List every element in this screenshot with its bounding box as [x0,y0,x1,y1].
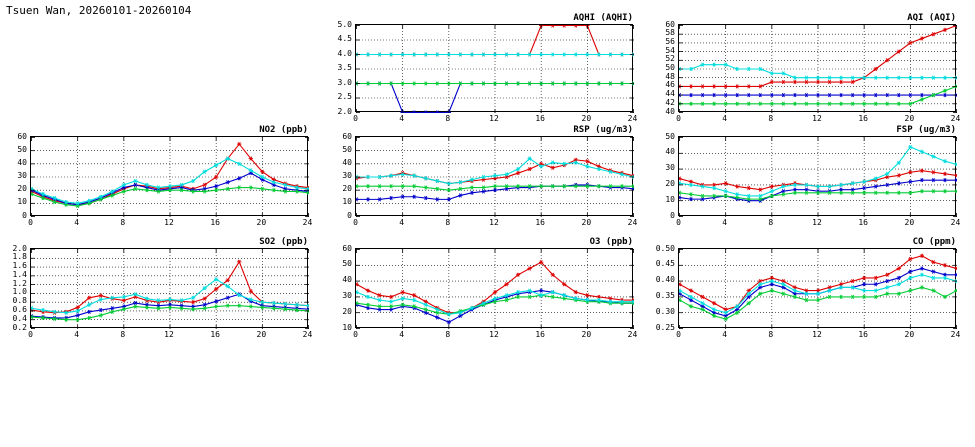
x-tick-label: 0 [28,330,33,339]
y-tick-label: 42 [665,97,675,107]
y-tick-label: 30 [17,171,27,180]
x-tick-label: 24 [950,114,961,123]
gridlines [356,137,634,217]
y-tick-label: 2.5 [337,92,352,101]
y-tick-label: 4.5 [337,34,352,43]
y-tick-label: 3.5 [337,63,352,72]
y-tick-label: 20 [342,184,352,194]
x-tick-label: 4 [722,218,728,227]
y-tick-label: 0 [670,210,675,220]
x-tick-label: 4 [74,330,80,339]
y-tick-label: 10 [342,322,352,332]
x-tick-label: 0 [676,330,681,339]
chart-title-rsp: RSP (ug/m3) [573,125,633,135]
y-tick-label: 0.35 [655,290,675,300]
series-markers-cyan [356,157,634,186]
plot-svg-aqi [679,25,957,113]
plot-area-no2 [30,136,308,216]
x-tick-label: 12 [489,330,499,339]
y-tick-label: 50 [342,144,352,154]
x-tick-label: 0 [353,218,358,227]
x-tick-label: 20 [904,330,915,339]
y-tick-label: 44 [665,89,675,99]
series-line-cyan [680,65,957,78]
chart-title-aqi: AQI (AQI) [907,13,956,23]
y-tick-label: 50 [665,131,675,141]
x-tick-label: 16 [535,218,545,227]
y-tick-label: 40 [665,147,675,157]
x-tick-label: 8 [768,330,774,339]
x-tick-label: 8 [445,114,451,123]
y-tick-label: 0.4 [12,313,27,323]
plot-svg-aqhi [356,25,634,113]
x-tick-label: 20 [581,330,592,339]
y-tick-label: 10 [17,197,27,207]
plot-area-aqhi [355,24,633,112]
plot-svg-co [679,249,957,329]
y-tick-label: 20 [17,184,27,194]
x-tick-label: 20 [256,330,267,339]
y-tick-label: 0.2 [12,322,27,332]
x-tick-label: 20 [904,114,915,123]
x-tick-label: 8 [120,218,126,227]
x-tick-label: 24 [950,218,961,227]
y-tick-label: 40 [17,157,27,167]
y-tick-label: 20 [665,178,675,188]
x-tick-label: 16 [210,330,220,339]
y-tick-label: 0.40 [655,275,675,285]
series-line-red [32,144,309,205]
series-markers-red [356,158,634,186]
y-tick-label: 0.45 [655,259,675,269]
x-tick-label: 16 [858,114,868,123]
series-markers-cyan [679,63,957,80]
chart-title-fsp: FSP (ug/m3) [896,125,956,135]
y-tick-label: 1.8 [12,252,27,262]
plot-svg-rsp [356,137,634,217]
y-tick-label: 1.4 [12,269,27,279]
plot-area-co [678,248,956,328]
chart-panel-fsp [665,125,961,232]
chart-title-aqhi: AQHI (AQHI) [573,13,633,23]
x-tick-label: 0 [353,114,358,123]
x-tick-label: 8 [120,330,126,339]
chart-panel-co [655,237,961,344]
series-markers-blue [679,178,957,202]
x-tick-label: 16 [535,330,545,339]
chart-title-o3: O3 (ppb) [589,237,633,247]
series-markers-blue [679,267,957,318]
series-line-cyan [32,159,309,204]
y-tick-label: 0 [347,210,352,220]
chart-panel-aqi [665,13,961,128]
y-tick-label: 0.6 [12,304,27,314]
x-tick-label: 20 [904,218,915,227]
y-tick-label: 1.2 [12,278,27,288]
x-tick-label: 24 [302,330,313,339]
y-tick-label: 0.30 [655,306,675,316]
x-tick-label: 0 [676,218,681,227]
chart-panel-rsp [342,125,638,232]
y-tick-label: 30 [342,171,352,180]
x-tick-label: 16 [210,218,220,227]
y-tick-label: 60 [342,243,352,253]
x-tick-label: 4 [399,330,405,339]
chart-title-so2: SO2 (ppb) [259,237,308,247]
chart-panel-no2 [17,125,313,232]
x-tick-label: 12 [812,114,822,123]
y-tick-label: 60 [17,131,27,141]
x-tick-label: 8 [768,114,774,123]
y-tick-label: 30 [342,290,352,300]
x-tick-label: 20 [581,218,592,227]
y-tick-label: 48 [665,71,675,81]
y-tick-label: 60 [342,131,352,141]
x-tick-label: 0 [676,114,681,123]
y-tick-label: 10 [665,194,675,204]
y-tick-label: 3.0 [337,77,352,87]
chart-title-co: CO (ppm) [912,237,956,247]
series-markers-red [31,142,309,206]
x-tick-label: 8 [768,218,774,227]
plot-svg-so2 [31,249,309,329]
x-tick-label: 12 [164,218,174,227]
plot-area-aqi [678,24,956,112]
x-tick-label: 24 [950,330,961,339]
gridlines [679,25,957,113]
y-tick-label: 0.8 [12,296,27,306]
y-tick-label: 20 [342,306,352,316]
y-tick-label: 40 [665,106,675,116]
x-tick-label: 4 [399,114,405,123]
x-tick-label: 12 [164,330,174,339]
x-tick-label: 24 [627,114,638,123]
y-tick-label: 58 [665,28,675,38]
chart-title-no2: NO2 (ppb) [259,125,308,135]
y-tick-label: 50 [342,259,352,269]
y-tick-label: 54 [665,45,675,55]
x-tick-label: 16 [858,218,868,227]
chart-panel-o3 [342,237,638,344]
x-tick-label: 4 [722,114,728,123]
plot-area-fsp [678,136,956,216]
y-tick-label: 60 [665,19,675,29]
y-tick-label: 56 [665,36,675,46]
y-tick-label: 30 [665,163,675,173]
y-tick-label: 0.50 [655,243,675,253]
plot-area-o3 [355,248,633,328]
plot-svg-fsp [679,137,957,217]
x-tick-label: 20 [581,114,592,123]
y-tick-label: 1.0 [12,287,27,297]
plot-area-rsp [355,136,633,216]
y-tick-label: 50 [17,144,27,154]
x-tick-label: 8 [445,218,451,227]
x-tick-label: 0 [353,330,358,339]
y-tick-label: 4.0 [337,48,352,58]
y-tick-label: 1.6 [12,261,27,271]
y-tick-label: 5.0 [337,19,352,29]
x-tick-label: 4 [399,218,405,227]
y-tick-label: 50 [665,63,675,72]
x-tick-label: 24 [627,218,638,227]
series-line-red [357,160,634,184]
x-tick-label: 16 [535,114,545,123]
x-tick-label: 20 [256,218,267,227]
chart-panel-aqhi [337,13,638,128]
x-tick-label: 12 [489,218,499,227]
y-tick-label: 10 [342,197,352,207]
x-tick-label: 12 [812,330,822,339]
x-tick-label: 24 [302,218,313,227]
x-tick-label: 4 [722,330,728,339]
x-tick-label: 16 [858,330,868,339]
x-tick-label: 12 [489,114,499,123]
x-tick-label: 4 [74,218,80,227]
y-tick-label: 46 [665,80,675,90]
x-tick-label: 0 [28,218,33,227]
y-tick-label: 40 [342,275,352,285]
x-tick-label: 8 [445,330,451,339]
x-tick-label: 12 [812,218,822,227]
plot-area-so2 [30,248,308,328]
y-tick-label: 40 [342,157,352,167]
plot-svg-o3 [356,249,634,329]
gridlines [356,249,634,329]
series-line-blue [680,268,957,315]
chart-panel-so2 [12,237,313,344]
plot-svg-no2 [31,137,309,217]
y-tick-label: 0 [22,210,27,220]
y-tick-label: 2.0 [12,243,27,253]
y-tick-label: 52 [665,54,675,64]
y-tick-label: 2.0 [337,106,352,116]
x-tick-label: 24 [627,330,638,339]
y-tick-label: 0.25 [655,322,675,332]
page-title: Tsuen Wan, 20260101-20260104 [6,4,192,17]
